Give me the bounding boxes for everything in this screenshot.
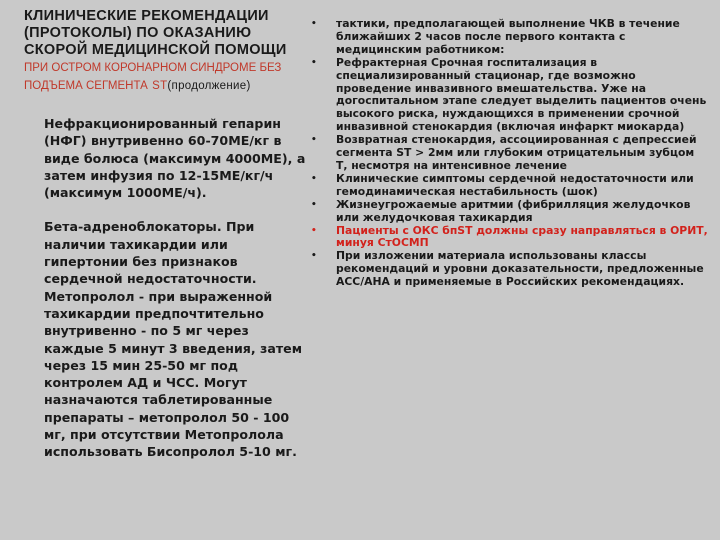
bullet-icon: • — [311, 199, 317, 210]
list-item-highlighted — [308, 225, 708, 251]
list-item — [308, 173, 708, 199]
title-main: КЛИНИЧЕСКИЕ РЕКОМЕНДАЦИИ (ПРОТОКОЛЫ) ПО ОКАЗАНИЮ СКОРОЙ МЕДИЦИНСКОЙ ПОМОЩИ — [24, 8, 287, 58]
left-column — [44, 115, 309, 478]
list-item — [308, 18, 708, 57]
title-st: ST — [152, 80, 168, 92]
bullet-icon: • — [311, 135, 317, 146]
bullet-icon: • — [311, 173, 317, 184]
list-item-text: Жизнеугрожаемые аритмии (фибрилляция желудочков или желудочковая тахикардия — [336, 197, 691, 224]
bullet-icon: • — [311, 251, 317, 262]
title-subtitle: ПРИ ОСТРОМ КОРОНАРНОМ СИНДРОМЕ БЕЗ ПОДЪЕМА СЕГМЕНТА — [24, 62, 282, 92]
list-item — [308, 199, 708, 225]
bullet-icon: • — [311, 57, 317, 68]
list-item — [308, 57, 708, 134]
beta-blockers-paragraph: Бета-адреноблокаторы. При наличии тахикардии или гипертонии без признаков сердечной недостаточности. Метопролол - при выраженной тахикардии предпочтительно внутривенно - по 5 мг через каждые 5 минут 3 введения, затем через 15 мин 25-50 мг под контролем АД и ЧСС. Могут назначаются таблетированные препараты – метопролол 50 - 100 мг, при отсутствии Метопролола использовать Бисопролол 5-10 мг. — [44, 219, 302, 460]
list-item-text: Возвратная стенокардия, ассоциированная с депрессией сегмента ST > 2мм или глубоким отрицательным зубцом Т, несмотря на интенсивное лечение — [336, 133, 697, 172]
list-item-text: Рефрактерная Срочная госпитализация в специализированный стационар, где возможно проведение инвазивного вмешательства. Уже на догоспитальном этапе следует выделить пациентов очень высокого риска, нуждающихся в применении срочной инвазивной стенокардия (включая инфаркт миокарда) — [336, 55, 707, 134]
list-item-text: Пациенты с ОКС бпST должны сразу направляться в ОРИТ, минуя СтОСМП — [336, 223, 708, 250]
list-item-text: Клинические симптомы сердечной недостаточности или гемодинамическая нестабильность (шок) — [336, 171, 694, 198]
list-item — [308, 250, 708, 289]
list-item — [308, 134, 708, 173]
title-continuation: (продолжение) — [167, 80, 251, 92]
bullet-icon: • — [311, 19, 317, 29]
list-item-text: тактики, предполагающей выполнение ЧКВ в течение ближайших 2 часов после первого контакта с медицинским работником: — [336, 17, 680, 56]
list-item-text: При изложении материала использованы классы рекомендаций и уровни доказательности, предложенные АСС/АНА и применяемые в Российских рекомендациях. — [336, 249, 704, 289]
right-column-list — [308, 18, 708, 289]
bullet-icon: • — [311, 225, 317, 236]
heparin-paragraph: Нефракционированный гепарин (НФГ) внутривенно 60-70МЕ/кг в виде болюса (максимум 4000МЕ), а затем инфузия по 12-15МЕ/кг/ч (максимум 1000МЕ/ч). — [44, 116, 306, 201]
slide-title — [24, 8, 309, 95]
